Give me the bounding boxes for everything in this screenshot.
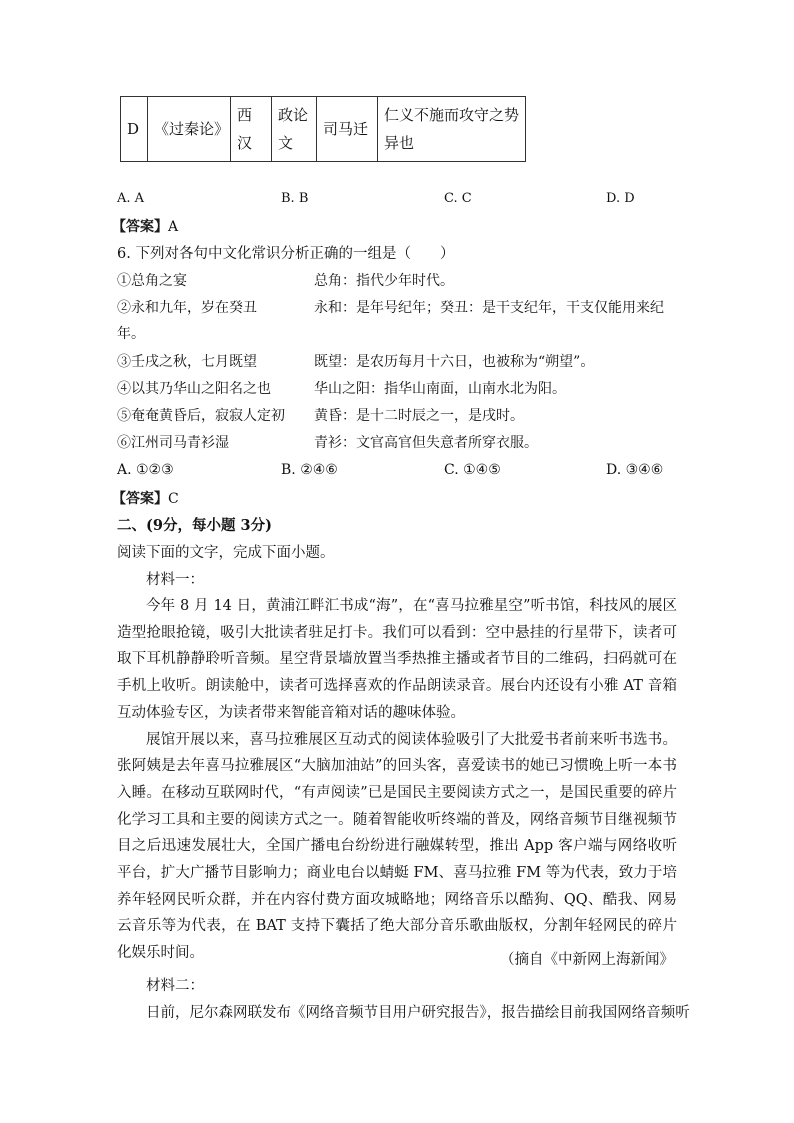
material2-label: 材料二： [146, 978, 204, 994]
table-cell-quote: 仁义不施而攻守之势异也 [378, 97, 526, 162]
material1-paragraph-2: 展馆开展以来，喜马拉雅展区互动式的阅读体验吸引了大批爱书者前来听书选书。张阿姨是去年喜马拉雅展区“大脑加油站”的回头客，喜爱读书的她已习惯晚上听一本书入睡。在移动互联网时代，“有声阅读”已是国民主要阅读方式之一，是国民重要的碎片化学习工具和主要的阅读方式之一。随着智能收听终端的普及，网络音频节目继视频节目之后迅速发展壮大，全国广播电台纷纷进行融媒转型，推出 App 客户端与网络收听平台，扩大广播节目影响力；商业电台以蜻蜓 FM、喜马拉雅 FM 等为代表，致力于培养年轻网民听众群，并在内容付费方面攻城略地；网络音乐以酷狗、QQ、酷我、网易云音乐等为代表，在 BAT 支持下囊括了绝大部分音乐歌曲版权，分割年轻网民的碎片化娱乐时间。 [117, 731, 677, 962]
table-cell-author: 司马迁 [317, 97, 378, 162]
q6-stem: 6. 下列对各句中文化常识分析正确的一组是（ ） [117, 246, 455, 262]
answer-label: 【答案】 [112, 219, 168, 235]
q6-item-6-note: 青衫：文官高官但失意者所穿衣服。 [314, 435, 538, 451]
q5-answer [112, 216, 178, 238]
q6-item-6-text: ⑥江州司马青衫湿 [117, 435, 229, 451]
option-table [120, 96, 526, 162]
q6-item-4-note: 华山之阳：指华山南面，山南水北为阳。 [314, 381, 566, 397]
q5-choice-a: A. A [117, 191, 145, 206]
answer-value: C [168, 491, 179, 507]
q6-item-5-text: ⑤奄奄黄昏后，寂寂人定初 [117, 408, 285, 424]
table-row [121, 97, 526, 162]
q6-item-2-text: ②永和九年，岁在癸丑 [117, 300, 257, 316]
table-cell-dynasty: 西汉 [231, 97, 272, 162]
table-cell-genre: 政论文 [272, 97, 317, 162]
q5-choice-b: B. B [281, 191, 309, 206]
q6-choice-c: C. ①④⑤ [444, 462, 501, 478]
section-heading: 二、(9分，每小题 3分) [117, 517, 272, 534]
q6-item-3-text: ③壬戌之秋，七月既望 [117, 354, 257, 370]
material1-paragraph-1: 今年 8 月 14 日，黄浦江畔汇书成“海”，在“喜马拉雅星空”听书馆，科技风的展区造型抢眼抢镜，吸引大批读者驻足打卡。我们可以看到：空中悬挂的行星带下，读者可取下耳机静静聆听音频。星空背景墙放置当季热推主播或者节目的二维码，扫码就可在手机上收听。朗读舱中，读者可选择喜欢的作品朗读录音。展台内还设有小雅 AT 音箱互动体验专区，为读者带来智能音箱对话的趣味体验。 [117, 598, 677, 721]
q6-item-2-note: 永和：是年号纪年；癸丑：是干支纪年，干支仅能用来纪 [314, 300, 664, 316]
q6-item-4-text: ④以其乃华山之阳名之也 [117, 381, 271, 397]
q6-answer [112, 488, 179, 510]
table-cell-title: 《过秦论》 [148, 97, 231, 162]
q6-choice-b: B. ②④⑥ [281, 462, 338, 478]
answer-label: 【答案】 [112, 491, 168, 507]
table-cell-letter: D [121, 97, 148, 162]
material1-label: 材料一： [146, 572, 204, 588]
q6-item-2-cont: 年。 [117, 326, 145, 342]
section-instruction: 阅读下面的文字，完成下面小题。 [117, 545, 335, 561]
q5-choice-c: C. C [444, 191, 472, 206]
q6-choice-d: D. ③④⑥ [606, 462, 664, 478]
material1-body [117, 593, 677, 967]
q6-choice-a: A. ①②③ [117, 462, 174, 478]
q6-item-1-text: ①总角之宴 [117, 273, 187, 289]
q6-item-3-note: 既望：是农历每月十六日，也被称为“朔望”。 [314, 354, 595, 370]
material2-first-line: 日前，尼尔森网联发布《网络音频节目用户研究报告》，报告描绘目前我国网络音频听 [146, 1005, 690, 1021]
material1-source: （摘自《中新网上海新闻》 [500, 952, 674, 968]
q6-item-5-note: 黄昏：是十二时辰之一，是戌时。 [314, 408, 524, 424]
q5-choice-d: D. D [606, 191, 635, 206]
q6-item-1-note: 总角：指代少年时代。 [314, 273, 454, 289]
answer-value: A [168, 219, 179, 235]
